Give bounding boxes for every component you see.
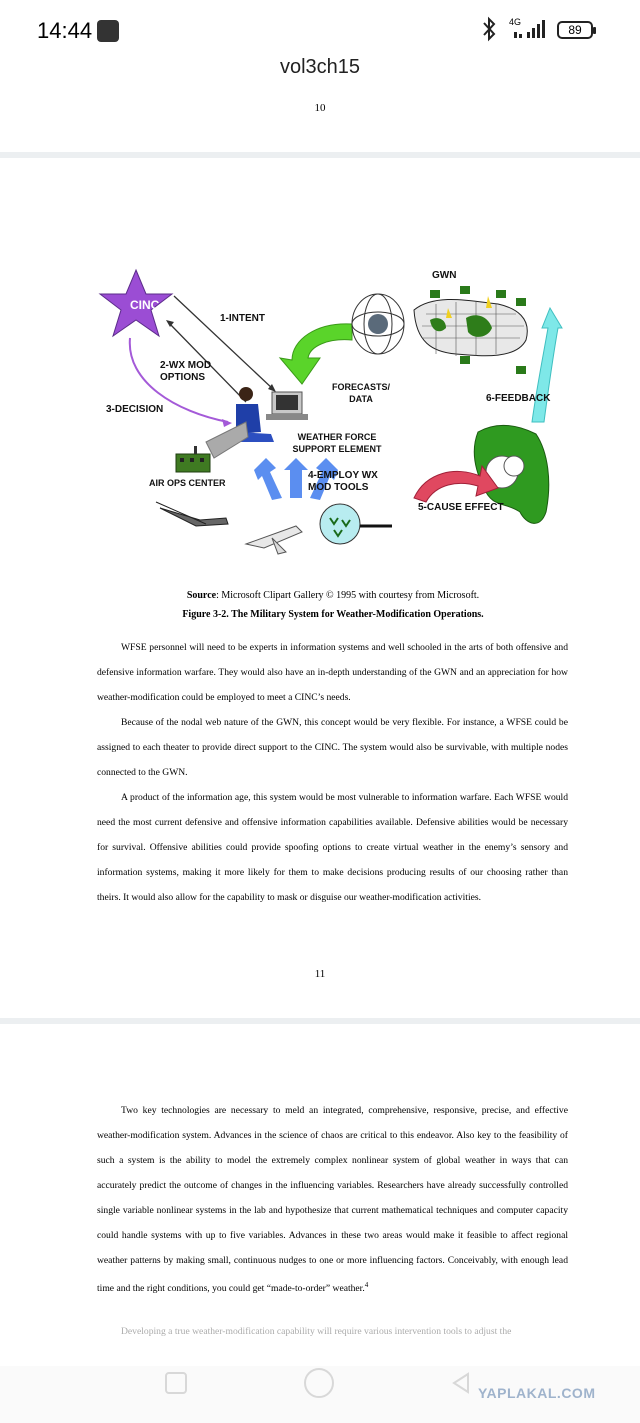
employ-label: 4-EMPLOY WX MOD TOOLS (308, 470, 378, 493)
source-text: : Microsoft Clipart Gallery © 1995 with courtesy from Microsoft. (216, 590, 480, 601)
paragraph: A product of the information age, this system would be most vulnerable to information warfare. Each WFSE would need the most current defensive and offensive information capabilities available. Defensive abilities would be necessary for survival. Offensive abilities could provide spoofing options to create virtual weather in the enemy’s sensory and information systems, making it more likely for them to make decisions producing results of our choosing rather than theirs. It would also allow for the capability to mask or disguise our weather-modification activities. (97, 792, 568, 903)
notification-icon (97, 20, 119, 42)
page-number: 11 (314, 968, 326, 980)
gwn-label: GWN (432, 270, 457, 281)
intent-label: 1-INTENT (220, 313, 265, 324)
forecasts-label: FORECASTS/ DATA (331, 382, 390, 404)
paragraph: WFSE personnel will need to be experts in information systems and well schooled in the arts of both offensive and defensive information warfare. They would also have an in-depth understanding of the GWN and an appreciation for how weather-modification could be employed to meet a CINC’s needs. (97, 642, 568, 703)
figure-artwork (96, 262, 570, 562)
page10-body (97, 635, 568, 910)
wx-mod-options-label: 2-WX MOD OPTIONS (160, 360, 212, 383)
back-button-icon[interactable] (450, 1372, 472, 1394)
bluetooth-icon (481, 16, 497, 42)
cinc-label: CINC (130, 298, 160, 312)
decision-label: 3-DECISION (106, 404, 164, 415)
air-ops-building-icon (176, 446, 210, 472)
signal-icon (514, 20, 550, 40)
footnote-reference: 4 (364, 1281, 369, 1289)
home-button[interactable] (304, 1368, 334, 1398)
battery-indicator: 89 (557, 21, 593, 39)
document-title: vol3ch15 (279, 56, 361, 78)
page-separator (0, 152, 640, 158)
network-type: 4G (509, 17, 522, 27)
recent-apps-button[interactable] (165, 1372, 187, 1394)
cloud-seeding-icon (320, 504, 392, 544)
cutoff-text: Developing a true weather-modification capability will require various intervention tools to adjust the (121, 1326, 512, 1337)
gwn-world-map-icon (414, 286, 527, 374)
figure-source (0, 590, 640, 601)
page-number: 10 (314, 102, 326, 114)
clock: 14:44 (37, 18, 93, 43)
cause-effect-label: 5-CAUSE EFFECT (418, 502, 504, 513)
paragraph: Because of the nodal web nature of the GWN, this concept would be very flexible. For instance, a WFSE could be assigned to each theater to provide direct support to the CINC. The system would also be survivable, with multiple nodes connected to the GWN. (97, 717, 568, 778)
globe-network-icon (352, 294, 404, 354)
watermark: YAPLAKAL.COM (478, 1385, 596, 1401)
feedback-label: 6-FEEDBACK (486, 393, 551, 404)
air-ops-center-label: AIR OPS CENTER (149, 478, 226, 488)
figure-caption: Figure 3-2. The Military System for Weather-Modification Operations. (182, 609, 484, 620)
source-label: Source (186, 590, 217, 601)
weather-force-label: WEATHER FORCE SUPPORT ELEMENT (292, 432, 382, 454)
page-separator (0, 1018, 640, 1024)
aircraft-icon (156, 502, 302, 554)
status-bar (0, 0, 640, 60)
paragraph: Two key technologies are necessary to meld an integrated, comprehensive, responsive, precise, and effective weather-modification system. Advances in the science of chaos are critical to this endeavor. Also key to the feasibility of such a system is the ability to model the extremely complex nonlinear system of global weather in ways that can accurately predict the outcome of changes in the influencing variables. Researchers have already successfully controlled single variable nonlinear systems in the lab and hypothesize that current mathematical techniques and computer capacity could handle systems with up to five variables. Advances in these two areas would make it feasible to affect regional weather patterns by making small, continuous nudges to one or more influencing factors. Conceivably, with enough lead time and the right conditions, you could get “made-to-order” weather.$^4$ (97, 1105, 568, 1295)
page11-body (97, 1098, 568, 1301)
figure-military-weather-system (96, 262, 570, 562)
